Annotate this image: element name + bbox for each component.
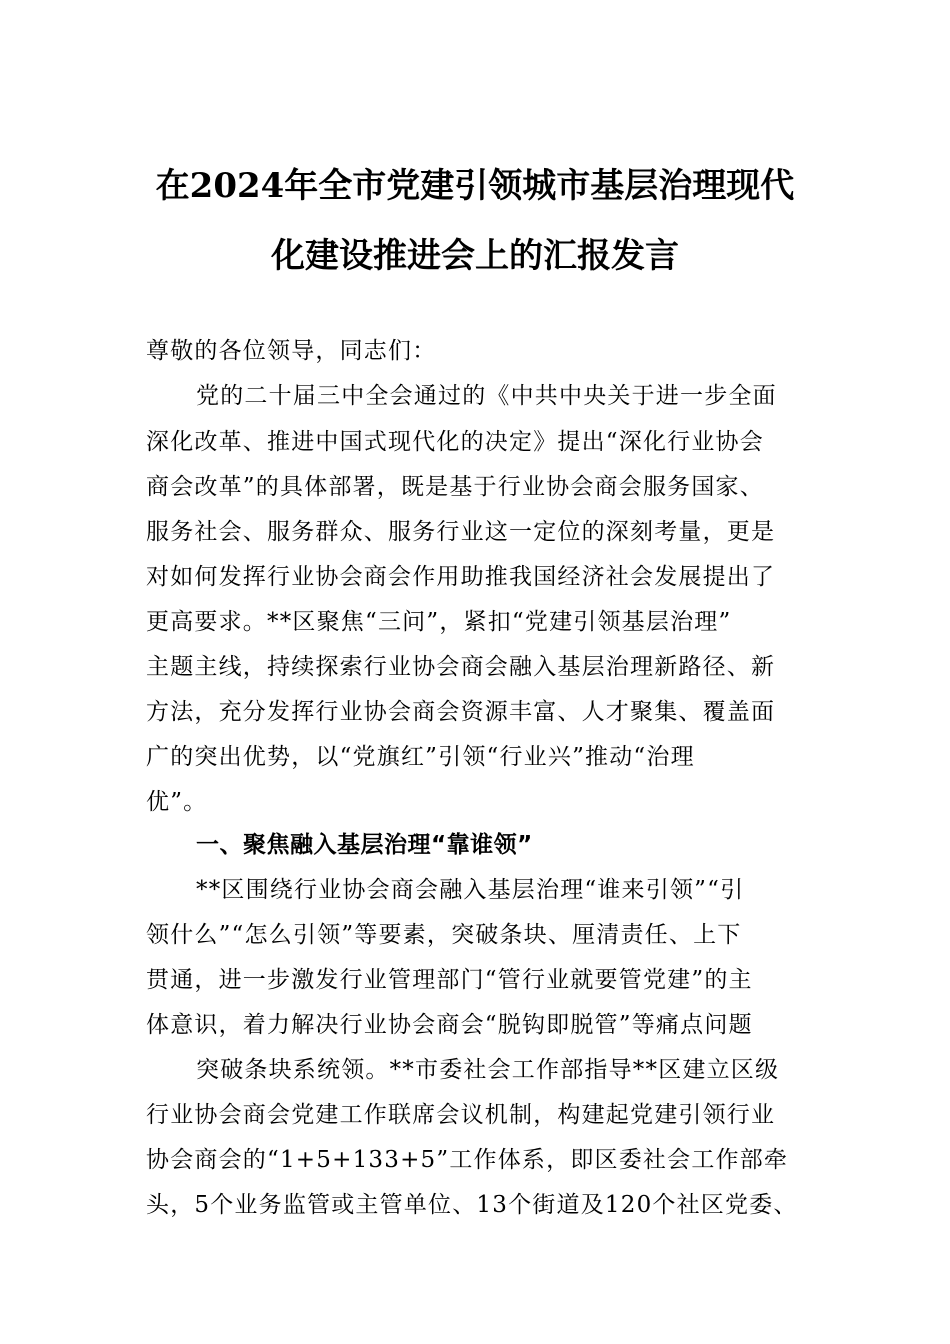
paragraph-3-line: 行业协会商会党建工作联席会议机制，构建起党建引领行业	[146, 1102, 776, 1128]
paragraph-2-line: **区围绕行业协会商会融入基层治理“谁来引领”“引	[196, 877, 745, 903]
paragraph-1-line: 深化改革、推进中国式现代化的决定》提出“深化行业协会	[146, 429, 764, 455]
paragraph-1-line: 商会改革”的具体部署，既是基于行业协会商会服务国家、	[146, 474, 764, 500]
paragraph-1-line: 服务社会、服务群众、服务行业这一定位的深刻考量，更是	[146, 519, 776, 545]
paragraph-1-line: 方法，充分发挥行业协会商会资源丰富、人才聚集、覆盖面	[146, 699, 776, 725]
paragraph-3-line: 头，5个业务监管或主管单位、13个街道及120个社区党委、	[146, 1192, 798, 1218]
paragraph-2-line: 领什么”“怎么引领”等要素，突破条块、厘清责任、上下	[146, 922, 742, 948]
paragraph-3-line: 突破条块系统领。**市委社会工作部指导**区建立区级	[196, 1057, 780, 1083]
salutation: 尊敬的各位领导，同志们：	[146, 338, 437, 364]
paragraph-1-line: 优”。	[146, 789, 208, 815]
document-title-line-1: 在2024年全市党建引领城市基层治理现代	[155, 166, 795, 206]
document-title-line-2: 化建设推进会上的汇报发言	[271, 236, 679, 276]
paragraph-2-line: 体意识，着力解决行业协会商会“脱钩即脱管”等痛点问题	[146, 1012, 753, 1038]
paragraph-3-line: 协会商会的“1+5+133+5”工作体系，即区委社会工作部牵	[146, 1147, 789, 1173]
paragraph-1-line: 广的突出优势，以“党旗红”引领“行业兴”推动“治理	[146, 744, 695, 770]
paragraph-2-line: 贯通，进一步激发行业管理部门“管行业就要管党建”的主	[146, 967, 753, 993]
paragraph-1-line: 党的二十届三中全会通过的《中共中央关于进一步全面	[196, 383, 777, 409]
paragraph-1-line: 更高要求。**区聚焦“三问”，紧扣“党建引领基层治理”	[146, 609, 732, 635]
paragraph-1-line: 对如何发挥行业协会商会作用助推我国经济社会发展提出了	[146, 564, 776, 590]
paragraph-1-line: 主题主线，持续探索行业协会商会融入基层治理新路径、新	[146, 654, 776, 680]
section-1-heading: 一、聚焦融入基层治理“靠谁领”	[196, 832, 533, 858]
